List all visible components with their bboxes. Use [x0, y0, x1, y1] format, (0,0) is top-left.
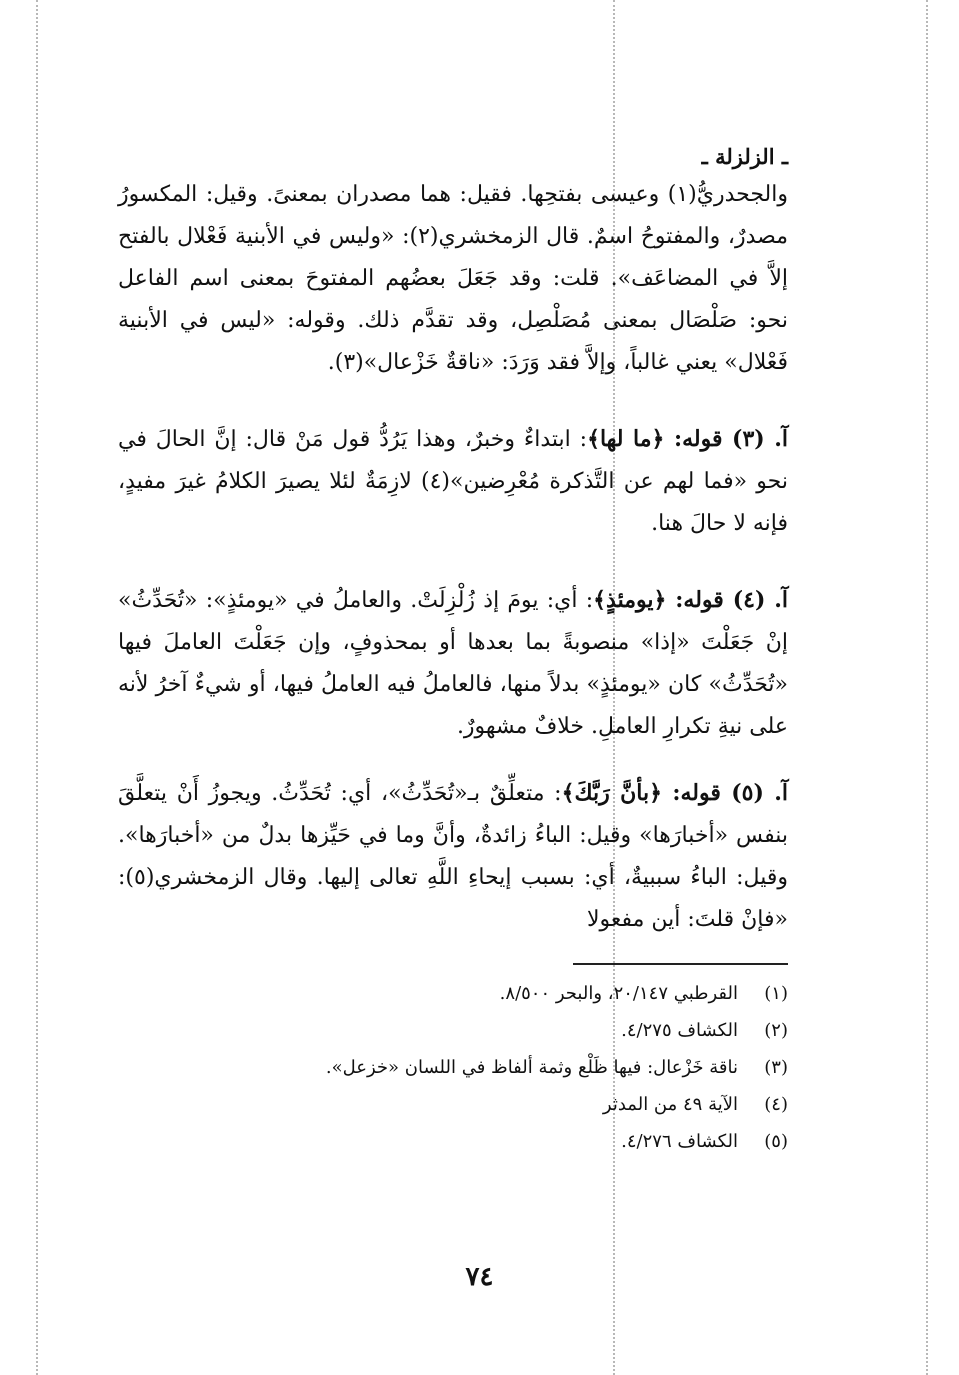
footnote [118, 975, 788, 1012]
verse-heading-5: آ. (٥) قوله: ﴿بأنَّ رَبَّكَ﴾ [561, 780, 788, 806]
footnote-number: (١) [764, 983, 788, 1004]
footnote [118, 1123, 788, 1160]
verse-text-3: : ابتداءٌ وخبرٌ، وهذا يَرُدُّ قول مَنْ قال: إنَّ الحالَ في نحو «فما لهم عن التَّذكرة مُعْرِضين»(٤) لازِمَةٌ لئلا يصيرَ الكلامُ غيرَ مفيدٍ، فإنه لا حالَ هنا. [118, 427, 788, 536]
running-header: ـ الزلزلة ـ [701, 144, 788, 169]
verse-comment-5 [118, 772, 788, 941]
verse-text-5: : متعلِّقٌ بـ«تُحَدِّثُ»، أي: تُحَدِّثُ. ويجوزُ أَنْ يتعلَّقَ بنفس «أخبارَها» وقيل: الباءُ زائدةٌ، وأنَّ وما في حَيِّزها بدلٌ من «أخبارَها». وقيل: الباءُ سببيةٌ، أي: بسبب إيحاءِ اللَّهِ تعالى إليها. وقال الزمخشري(٥): «فإنْ قلتَ: أين مفعولا [118, 781, 788, 932]
footnote [118, 1049, 788, 1086]
verse-text-4: : أي: يومَ إذ زُلْزِلَتْ. والعاملُ في «يومئذٍ»: «تُحَدِّثُ» إنْ جَعَلْتَ «إذا» منصوبةً بما بعدها أو بمحذوفٍ، وإن جَعَلْتَ العاملَ فيها «تُحَدِّثُ» كان «يومئذٍ» بدلاً منها، فالعاملُ فيه العاملُ فيها، أو شيءٌ آخرُ لأنه على نيةِ تكرارِ العاملِ. خلافٌ مشهورٌ. [118, 588, 788, 739]
footnote [118, 1012, 788, 1049]
footnote-number: (٣) [764, 1057, 788, 1078]
footnote [118, 1086, 788, 1123]
verse-comment-3 [118, 418, 788, 545]
footnotes [118, 975, 788, 1160]
footnote-text: الكشاف ٤/٢٧٥. [621, 1020, 738, 1041]
footnote-divider [573, 963, 788, 965]
verse-comment-4 [118, 579, 788, 748]
scan-dotted-line-right [926, 0, 928, 1375]
footnote-text: الكشاف ٤/٢٧٦. [621, 1131, 738, 1152]
verse-heading-4: آ. (٤) قوله: ﴿يومئذٍ﴾ [593, 587, 789, 613]
footnote-text: ناقة خَزْعال: فيها ظَلْع وثمة ألفاظ في اللسان «خزعل». [325, 1057, 738, 1078]
footnote-number: (٤) [764, 1094, 788, 1115]
page-body [118, 140, 788, 1160]
footnote-number: (٥) [764, 1131, 788, 1152]
footnote-text: القرطبي ٢٠/١٤٧، والبحر ٨/٥٠٠. [499, 983, 738, 1004]
verse-heading-3: آ. (٣) قوله: ﴿ما لها﴾ [587, 426, 789, 452]
paragraph-continuation: والجحدريُّ(١) وعيسى بفتحِها. فقيل: هما مصدران بمعنىً. وقيل: المكسورُ مصدرٌ، والمفتوحُ اسمٌ. قال الزمخشري(٢): «وليس في الأبنية فَعْلال بالفتح إلاَّ في المضاعَف». قلت: وقد جَعَلَ بعضُهم المفتوحَ بمعنى اسم الفاعل نحو: صَلْصَال بمعنى مُصَلْصِل، وقد تقدَّم ذلك. وقوله: «ليس في الأبنية فَعْلال» يعني غالباً، وإلاَّ فقد وَرَدَ: «ناقةٌ خَزْعال»(٣). [118, 182, 788, 375]
footnote-number: (٢) [764, 1020, 788, 1041]
footnote-text: الآية ٤٩ من المدثر [602, 1094, 738, 1115]
page-number: ٧٤ [465, 1262, 494, 1292]
scan-dotted-line-left [36, 0, 38, 1375]
